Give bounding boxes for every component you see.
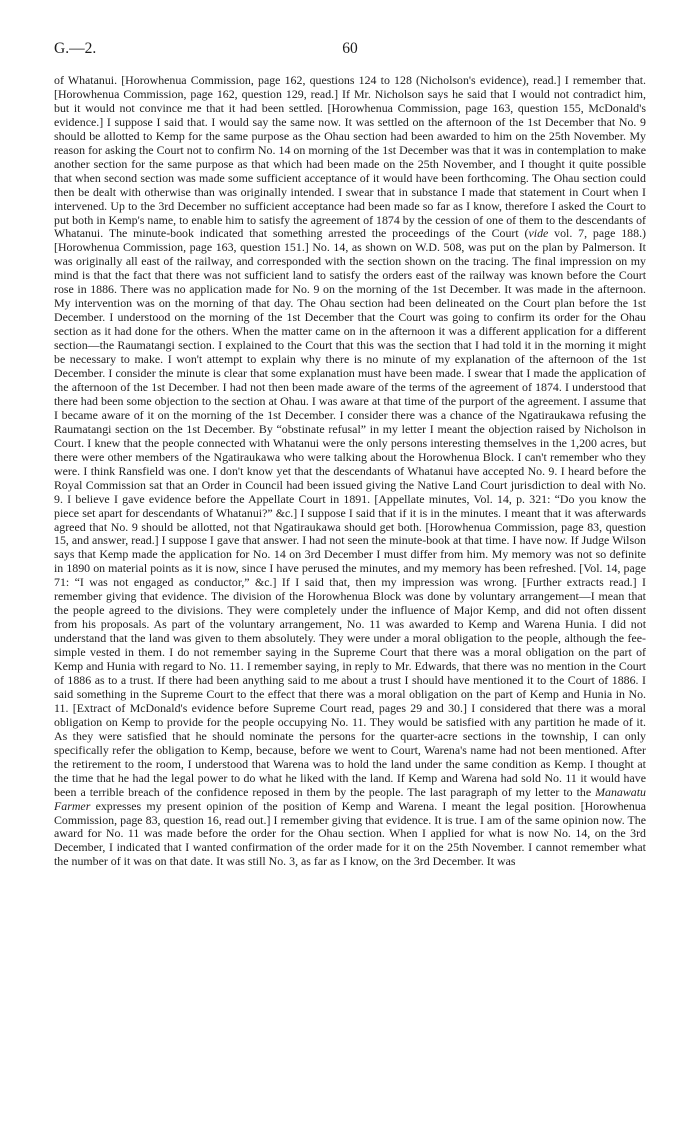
italic-vide: vide [528, 226, 549, 241]
page-header [54, 40, 646, 66]
document-reference: G.—2. [54, 40, 97, 57]
text-run: vol. 7, page 188.) [Horowhenua Commission, page 163, question 151.] No. 14, as shown on W.D. 508, was put on the plan by Palmerson. It was originally all east of the railway, and corresponded with the section shown on the tracing. The final impression on my mind is that the fact that there was not sufficient land to satisfy the orders east of the railway was known before the Court rose in 1886. There was no application made for No. 9 on the morning of the 1st December. It was made in the afternoon. My intervention was on the morning of that day. The Ohau section had been delineated on the Court plan before the 1st December. I understood on the morning of the 1st December that the Court was going to confirm its order for the Ohau section as it had done for the others. When the matter came on in the afternoon it was a different application for a different section—the Raumatangi section. I explained to the Court that this was the section that I had told it in the morning it might be necessary to make. I won't attempt to explain why there is no minute of my explanation of the afternoon of the 1st December. I consider the minute is clear that some explanation must have been made. I swear that I made the application of the afternoon of the 1st December. I had not then been made aware of the terms of the agreement of 1874. I understood that there had been some objection to the section at Ohau. I was aware at that time of the purport of the agreement. I assume that I became aware of it on the morning of the 1st December. I consider there was a chance of the Ngatiraukawa refusing the Raumatangi section on the 1st December. By “obstinate refusal” in my letter I meant the objection raised by Nicholson in Court. I knew that the people connected with Whatanui were the only persons interesting themselves in the 1,200 acres, but there were other members of the Ngatiraukawa who were talking about the Horowhenua Block. I can't remember who they were. I think Ransfield was one. I don't know yet that the descendants of Whatanui have accepted No. 9. I heard before the Royal Commission sat that an Order in Council had been issued giving the Native Land Court jurisdiction to deal with No. 9. I believe I gave evidence before the Appellate Court in 1891. [Appellate minutes, Vol. 14, p. 321: “Do you know the piece set apart for descendants of Whatanui?” &c.] I suppose I said that if it is in the minutes. I meant that it was afterwards agreed that No. 9 should be allotted, not that Ngatiraukawa should get both. [Horowhenua Commission, page 83, question 15, and answer, read.] I suppose I gave that answer. I had not seen the minute-book at that time. I have now. If Judge Wilson says that Kemp made the application for No. 14 on 3rd December I must differ from him. My memory was not so definite in 1890 on material points as it is now, since I have perused the minutes, and my memory has been refreshed. [Vol. 14, page 71: “I was not engaged as conductor,” &c.] If I said that, then my impression was wrong. [Further extracts read.] I remember giving that evidence. The division of the Horowhenua Block was done by voluntary arrangement—I mean that the people agreed to the divisions. They were completely under the influence of Major Kemp, and did not often dissent from his proposals. As part of the voluntary arrangement, No. 11 was awarded to Kemp and Warena Hunia. I did not understand that the land was given to them absolutely. They were under a moral obligation to the people, although the fee-simple vested in them. I do not remember saying in the Supreme Court that there was a moral obligation on the part of Kemp and Hunia with regard to No. 11. I remember saying, in reply to Mr. Edwards, that there was no mention in the Court of 1886 as to a trust. If there had been anything said to me about a trust I should have mentioned it to the Court of 1886. I said something in the Supreme Court to the effect that there was a moral obligation on the part of Kemp and Hunia in No. 11. [Extract of McDonald's evidence before Supreme Court read, pages 29 and 30.] I considered that there was a moral obligation on Kemp to provide for the people occupying No. 11. They would be satisfied with any partition he made of it. As they were satisfied that he should nominate the persons for the quarter-acre sections in the township, I can only specifically refer the obligation to Kemp, because, before we went to Court, Warena's name had not been mentioned. After the retirement to the room, I understood that Warena was to hold the land under the same condition as Kemp. I thought at the time that he had the legal power to do what he liked with the land. If Kemp and Warena had sold No. 11 it would have been a terrible breach of the confidence reposed in them by the people. The last paragraph of my letter to the [54, 226, 646, 799]
body-text [54, 74, 646, 869]
text-run: of Whatanui. [Horowhenua Commission, page 162, questions 124 to 128 (Nicholson's evidence), read.] I remember that. [Horowhenua Commission, page 162, question 129, read.] If Mr. Nicholson says he said that I would not contradict him, but it would not convince me that it had been settled. [Horowhenua Commission, page 163, question 155, McDonald's evidence.] I suppose I said that. I would say the same now. It was settled on the afternoon of the 1st December that No. 9 should be allotted to Kemp for the same purpose as the Ohau section had been awarded to him on the 25th November. My reason for asking the Court not to confirm No. 14 on morning of the 1st December was that it was in contemplation to make another section for the same purpose as that which had been made on the 25th November, and I thought it quite possible that when second section was made some sufficient acceptance of it would have been forthcoming. The Ohau section could then be dealt with otherwise than was originally intended. I swear that in substance I made that statement in Court when I intervened. Up to the 3rd December no sufficient acceptance had been made so far as I know, therefore I asked the Court to put both in Kemp's name, to enable him to satisfy the agreement of 1874 by the cession of one of them to the descendants of Whatanui. The minute-book indicated that something arrested the proceedings of the Court ( [54, 73, 646, 241]
page-number: 60 [342, 40, 358, 57]
italic-newspaper-title: Manawatu Farmer [54, 784, 646, 813]
text-run: expresses my present opinion of the position of Kemp and Warena. I meant the legal position. [Horowhenua Commission, page 83, question 16, read out.] I remember giving that evidence. It is true. I am of the same opinion now. The award for No. 11 was made before the order for the Ohau section. When I applied for what is now No. 14, on the 3rd December, I indicated that I wanted confirmation of the order made for it on the 25th November. I cannot remember what the number of it was on that date. It was still No. 3, as far as I know, on the 3rd December. It was [54, 798, 646, 869]
paragraph [54, 74, 646, 869]
